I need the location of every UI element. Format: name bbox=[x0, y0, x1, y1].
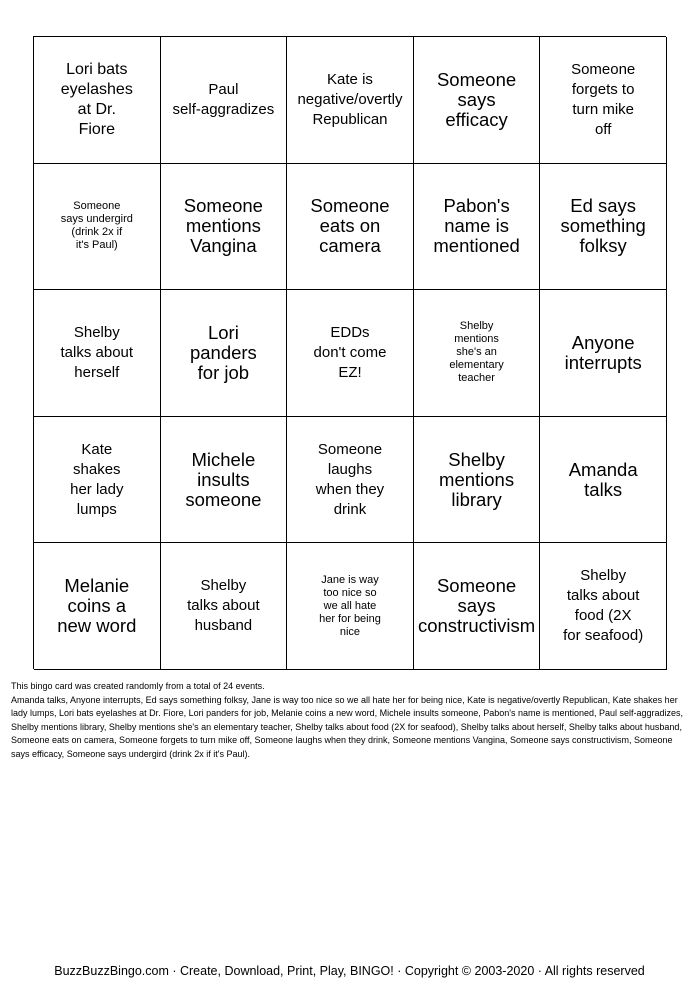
bingo-cell bbox=[287, 37, 414, 164]
page-footer: BuzzBuzzBingo.com · Create, Download, Print, Play, BINGO! · Copyright © 2003-2020 · All rights reserved bbox=[54, 964, 645, 978]
bingo-cell-text: Shelby talks about husband bbox=[187, 577, 260, 635]
bingo-cell bbox=[34, 37, 161, 164]
card-info-summary: This bingo card was created randomly from a total of 24 events. bbox=[11, 681, 265, 691]
bingo-cell-text: Pabon's name is mentioned bbox=[433, 195, 520, 257]
bingo-cell-text: Someone forgets to turn mike off bbox=[571, 60, 636, 138]
bingo-cell bbox=[540, 543, 667, 670]
bingo-cell bbox=[414, 543, 541, 670]
bingo-cell-text: Someone says undergird (drink 2x if it's Paul) bbox=[60, 200, 133, 252]
bingo-cell-text: Kate shakes her lady lumps bbox=[70, 440, 124, 518]
bingo-cell-text: Shelby mentions she's an elementary teacher bbox=[449, 320, 504, 385]
bingo-cell-text: Melanie coins a new word bbox=[57, 575, 137, 637]
bingo-cell bbox=[34, 290, 161, 417]
bingo-cell-text: Jane is way too nice so we all hate her for being nice bbox=[319, 573, 381, 638]
card-info bbox=[11, 680, 691, 761]
bingo-cell bbox=[34, 543, 161, 670]
bingo-cell bbox=[34, 164, 161, 291]
bingo-cell-text: Amanda talks bbox=[568, 458, 638, 500]
bingo-cell bbox=[540, 290, 667, 417]
bingo-cell bbox=[34, 417, 161, 544]
bingo-cell bbox=[414, 290, 541, 417]
bingo-cell bbox=[540, 417, 667, 544]
bingo-cell-text: Paul self-aggradizes bbox=[172, 80, 275, 118]
bingo-cell-text: Shelby talks about herself bbox=[60, 323, 134, 381]
bingo-cell-text: Someone mentions Vangina bbox=[183, 195, 263, 257]
bingo-cell bbox=[161, 164, 288, 291]
bingo-cell bbox=[287, 290, 414, 417]
bingo-cell-text: Someone laughs when they drink bbox=[315, 440, 385, 518]
bingo-card-grid bbox=[33, 36, 666, 669]
bingo-cell-text: Shelby mentions library bbox=[439, 448, 515, 510]
bingo-cell bbox=[161, 417, 288, 544]
bingo-cell-text: Shelby talks about food (2X for seafood) bbox=[563, 567, 644, 645]
bingo-cell bbox=[287, 543, 414, 670]
bingo-cell-text: Lori bats eyelashes at Dr. Fiore bbox=[60, 60, 133, 138]
bingo-cell bbox=[414, 417, 541, 544]
card-info-events: Amanda talks, Anyone interrupts, Ed says something folksy, Jane is way too nice so we all hate her for being nice, Kate is negative/overtly Republican, Kate shakes her lady lumps, Lori bats eyelashes at Dr. Fiore, Lori panders for job, Melanie coins a new word, Michele insults someone, Pabon's name is mentioned, Paul self-aggradizes, Shelby mentions library, Shelby mentions she's an elementary teacher, Shelby talks about food (2X for seafood), Shelby talks about herself, Shelby talks about husband, Someone eats on camera, Someone forgets to turn mike off, Someone laughs when they drink, Someone mentions Vangina, Someone says constructivism, Someone says efficacy, Someone says undergird (drink 2x if it's Paul). bbox=[11, 694, 684, 759]
bingo-cell bbox=[161, 37, 288, 164]
bingo-cell bbox=[540, 37, 667, 164]
bingo-cell-text: Kate is negative/overtly Republican bbox=[297, 70, 403, 128]
bingo-cell bbox=[287, 164, 414, 291]
bingo-cell-text: Anyone interrupts bbox=[564, 331, 642, 373]
bingo-cell-text: Someone says efficacy bbox=[436, 68, 517, 130]
bingo-cell-text: Someone eats on camera bbox=[310, 195, 390, 257]
bingo-cell-text: Ed says something folksy bbox=[560, 195, 646, 257]
bingo-cell bbox=[414, 164, 541, 291]
bingo-cell-text: Lori panders for job bbox=[189, 321, 257, 383]
bingo-cell bbox=[540, 164, 667, 291]
bingo-cell bbox=[287, 417, 414, 544]
bingo-cell-text: EDDs don't come EZ! bbox=[313, 323, 387, 381]
bingo-cell bbox=[161, 290, 288, 417]
bingo-cell-text: Someone says constructivism bbox=[417, 575, 536, 637]
bingo-cell-text: Michele insults someone bbox=[185, 448, 262, 510]
bingo-cell bbox=[414, 37, 541, 164]
bingo-cell bbox=[161, 543, 288, 670]
